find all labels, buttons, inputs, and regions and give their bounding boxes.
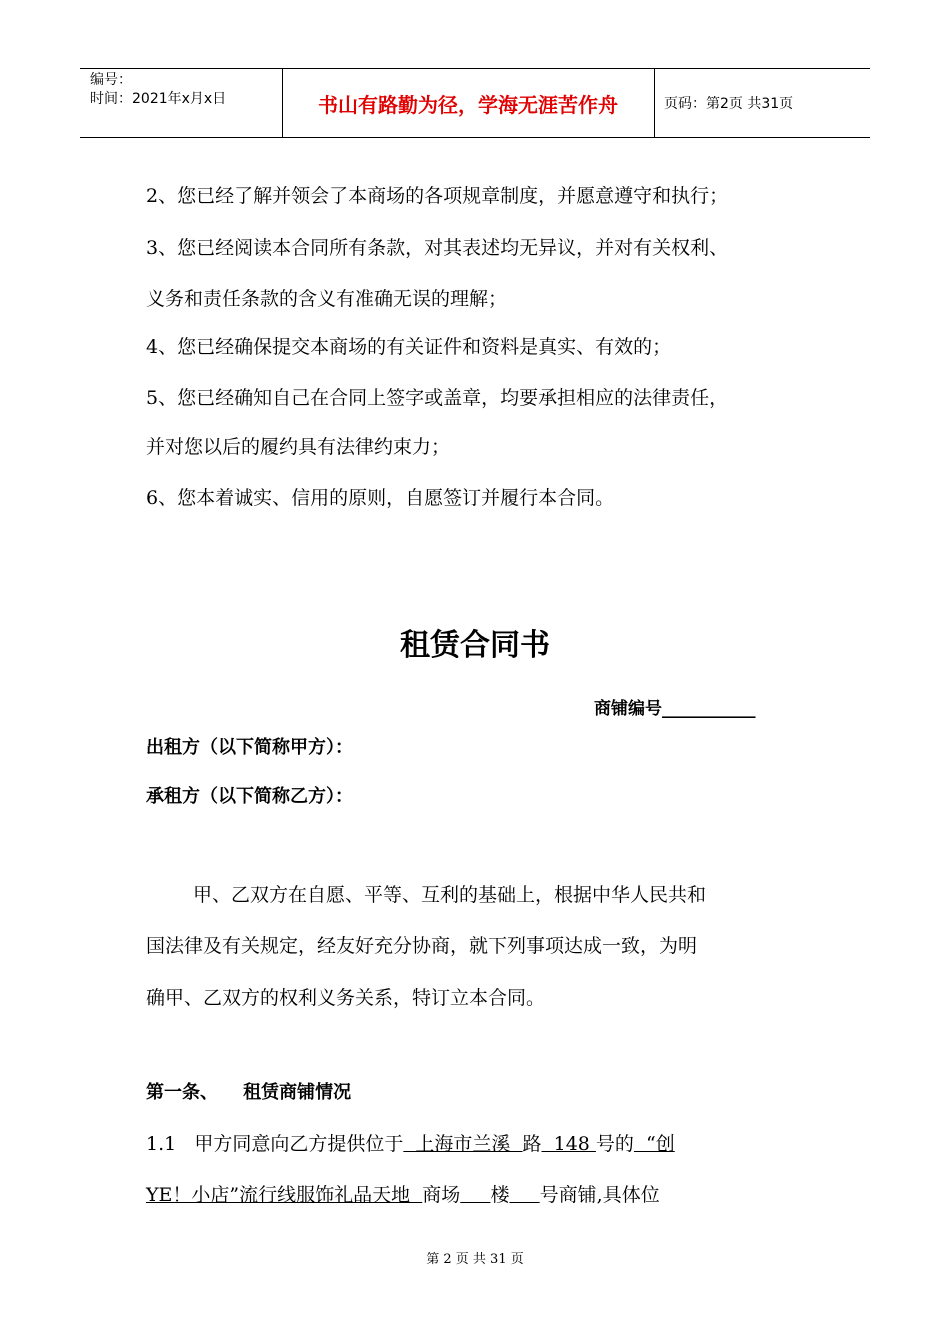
time-label: 时间：2021年x月x日 — [90, 91, 227, 107]
intro-line: 4、您已经确保提交本商场的有关证件和资料是真实、有效的； — [146, 336, 672, 358]
intro-line: 6、您本着诚实、信用的原则，自愿签订并履行本合同。 — [146, 487, 615, 509]
lessee-label: 承租方（以下简称乙方）： — [146, 786, 353, 807]
clause-text: 1.1 甲方同意向乙方提供位于 — [146, 1133, 404, 1155]
article-1-heading: 第一条、 租赁商铺情况 — [146, 1082, 352, 1103]
shop-number-blank — [509, 1184, 539, 1206]
contract-title: 租赁合同书 — [400, 628, 550, 663]
mall-name-blank: YE！小店”流行线服饰礼品天地 — [146, 1184, 423, 1206]
address-street-blank: 上海市兰溪 — [403, 1133, 523, 1155]
clause-text: 路 — [522, 1133, 542, 1155]
clause-text: 号商铺,具体位 — [539, 1184, 660, 1206]
preamble-line: 甲、乙双方在自愿、平等、互利的基础上，根据中华人民共和 — [193, 884, 707, 906]
intro-line: 2、您已经了解并领会了本商场的各项规章制度，并愿意遵守和执行； — [146, 185, 729, 207]
header-meta — [90, 69, 280, 140]
intro-line: 3、您已经阅读本合同所有条款，对其表述均无异议，并对有关权利、 — [146, 237, 729, 259]
clause-text: 商场 — [422, 1184, 461, 1206]
preamble-line: 确甲、乙双方的权利义务关系，特订立本合同。 — [146, 987, 546, 1009]
clause-1-1-line-2 — [146, 1180, 660, 1207]
header-divider — [654, 69, 655, 137]
page-footer: 第 2 页 共 31 页 — [426, 1252, 524, 1267]
preamble-line: 国法律及有关规定，经友好充分协商，就下列事项达成一致，为明 — [146, 935, 698, 957]
document-header — [80, 68, 870, 138]
shop-number-label: 商铺编号___________ — [594, 699, 756, 719]
address-number-blank: 148 — [541, 1133, 596, 1155]
header-motto: 书山有路勤为径，学海无涯苦作舟 — [318, 92, 618, 117]
intro-line: 并对您以后的履约具有法律约束力； — [146, 436, 451, 458]
number-label: 编号： — [90, 72, 132, 88]
header-page-info: 页码：第2页 共31页 — [664, 96, 794, 112]
floor-blank — [460, 1184, 490, 1206]
clause-text: 号的 — [595, 1133, 634, 1155]
intro-line: 5、您已经确知自己在合同上签字或盖章，均要承担相应的法律责任， — [146, 387, 729, 409]
clause-text: 楼 — [490, 1184, 510, 1206]
lessor-label: 出租方（以下简称甲方）： — [146, 737, 353, 758]
mall-name-blank: “创 — [633, 1133, 675, 1155]
clause-1-1-line-1 — [146, 1129, 675, 1156]
intro-line: 义务和责任条款的含义有准确无误的理解； — [146, 288, 508, 310]
